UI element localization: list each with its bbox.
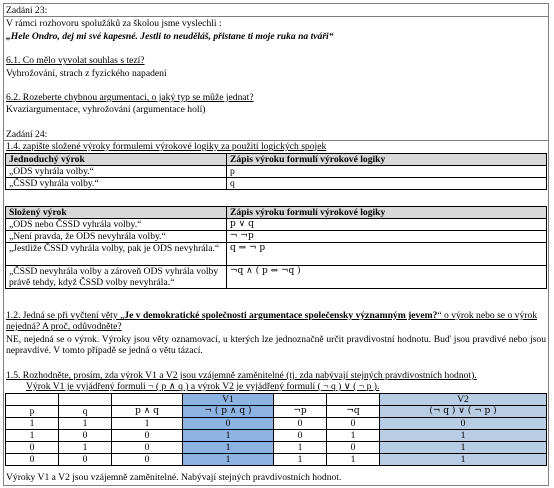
table-cell: 1: [59, 418, 112, 430]
table-cell: 0: [112, 430, 183, 442]
table-cell: 0: [59, 454, 112, 466]
table-row: [6, 430, 547, 442]
column-header: p: [6, 406, 59, 418]
truth-table-group-row: [6, 394, 547, 406]
column-header: ¬ ( p ∧ q ): [183, 406, 274, 418]
column-header: ¬q: [327, 406, 380, 418]
table-cell: 0: [112, 454, 183, 466]
table-cell: ¬q ∧ ( p ⇔ ¬q ): [227, 266, 547, 289]
table-row: [6, 178, 547, 190]
table-row: [6, 418, 547, 430]
table-cell: q ⇒ ¬ p: [227, 243, 547, 266]
table-cell: 0: [6, 454, 59, 466]
table-cell: 1: [274, 454, 327, 466]
truth-table-header-row: [6, 406, 547, 418]
table-cell: p: [227, 166, 547, 178]
z23-question-6-2: 6.2. Rozeberte chybnou argumentaci, o jaký typ se může jednat?: [6, 92, 254, 103]
z23-answer-6-1: Vyhrožování, strach z fyzického napadení: [6, 68, 167, 79]
v2-group-header: V2: [380, 394, 547, 406]
table-cell: „ČSSD vyhrála volby.“: [6, 178, 227, 190]
table-row: [6, 442, 547, 454]
z24-question-1-5-formulas: Výrok V1 je vyjádřený formulí ¬ ( p ∧ q ) a výrok V2 je vyjádřený formulí ( ¬ q ) ∨ ( ¬ p ).: [26, 381, 380, 392]
z23-quote: „Hele Ondro, dej mi své kapesné. Jestli to neuděláš, přistane ti moje ruka na tváři“: [6, 31, 334, 42]
table-cell: 0: [327, 418, 380, 430]
table-cell: 1: [327, 430, 380, 442]
table-row: [6, 266, 547, 289]
column-header: (¬ q ) ∨ ( ¬ p ): [380, 406, 547, 418]
table-row: [6, 219, 547, 231]
z24-title: Zadání 24:: [6, 129, 48, 140]
table-cell: 1: [183, 430, 274, 442]
column-header: Jednoduchý výrok: [6, 154, 227, 166]
table-cell: „ČSSD nevyhrála volby a zároveň ODS vyhrála volby právě tehdy, když ČSSD volby nevyhrála.“: [6, 266, 227, 289]
table-cell: „Není pravda, že ODS nevyhrála volby.“: [6, 231, 227, 243]
q12-bold: Je v demokratické společnosti argumentace společensky významným jevem?: [124, 310, 438, 321]
z24-question-1-2: [6, 310, 546, 332]
simple-statements-table: [5, 153, 547, 190]
column-header: p ∧ q: [112, 406, 183, 418]
table-cell: 0: [183, 418, 274, 430]
table-cell: 0: [327, 442, 380, 454]
table-cell: 1: [183, 454, 274, 466]
table-header-row: [6, 154, 547, 166]
table-cell: 1: [380, 442, 547, 454]
compound-statements-table: [5, 206, 547, 289]
table-cell: 1: [380, 430, 547, 442]
table-header-row: [6, 207, 547, 219]
z23-answer-6-2: Kvaziargumentace, vyhrožování (argumentace holí): [6, 104, 206, 115]
z24-question-1-5: 1.5. Rozhodněte, prosím, zda výrok V1 a V2 jsou vzájemně zaměnitelné (tj. zda nabývají stejných pravdivostních hodnot).: [6, 370, 477, 381]
table-cell: ¬ ¬p: [227, 231, 547, 243]
column-header: ¬p: [274, 406, 327, 418]
divider: [4, 16, 548, 17]
table-cell: 1: [6, 418, 59, 430]
z23-question-6-1: 6.1. Co mělo vyvolat souhlas s tezí?: [6, 55, 145, 66]
table-row: [6, 231, 547, 243]
table-row: [6, 454, 547, 466]
table-cell: p ∨ q: [227, 219, 547, 231]
table-cell: 1: [274, 442, 327, 454]
z23-intro: V rámci rozhovoru spolužáků za školou jsme vyslechli :: [6, 18, 222, 29]
truth-table: [5, 393, 547, 466]
column-header: Zápis výroku formulí výrokové logiky: [227, 154, 547, 166]
table-cell: 0: [274, 430, 327, 442]
table-row: [6, 243, 547, 266]
q12-suffix: “ o výrok nebo se o výrok nejedná? A proč, odůvodněte?: [6, 310, 538, 333]
z24-task-1-4: 1.4. zapište složené výroky formulemi výrokové logiky za použití logických spojek: [6, 141, 327, 152]
v1-group-header: V1: [183, 394, 274, 406]
table-cell: 0: [112, 442, 183, 454]
table-cell: 1: [380, 454, 547, 466]
table-cell: „Jestliže ČSSD vyhrála volby, pak je ODS nevyhrála.“: [6, 243, 227, 266]
z24-conclusion: Výroky V1 a V2 jsou vzájemně zaměnitelné. Nabývají stejných pravdivostních hodnot.: [6, 472, 342, 483]
table-cell: q: [227, 178, 547, 190]
table-cell: 1: [112, 418, 183, 430]
table-cell: 0: [380, 418, 547, 430]
table-cell: 1: [59, 442, 112, 454]
table-cell: „ODS vyhrála volby.“: [6, 166, 227, 178]
column-header: Zápis výroku formulí výrokové logiky: [227, 207, 547, 219]
table-cell: 0: [274, 418, 327, 430]
table-cell: „ODS nebo ČSSD vyhrála volby.“: [6, 219, 227, 231]
table-cell: 1: [327, 454, 380, 466]
table-cell: 1: [6, 430, 59, 442]
z23-title: Zadání 23:: [6, 5, 48, 16]
q12-prefix: 1.2. Jedná se při vyčtení věty „: [6, 310, 125, 321]
table-cell: 0: [59, 430, 112, 442]
column-header: Složený výrok: [6, 207, 227, 219]
table-cell: 0: [6, 442, 59, 454]
table-row: [6, 166, 547, 178]
table-cell: 1: [183, 442, 274, 454]
z24-answer-1-2: NE, nejedná se o výrok. Výroky jsou věty oznamovací, u kterých lze jednoznačně určit pravdivostní hodnotu. Buď jsou pravdivé nebo jsou nepravdivé. V tomto případě se jedná o větu tázací.: [6, 334, 546, 357]
column-header: q: [59, 406, 112, 418]
